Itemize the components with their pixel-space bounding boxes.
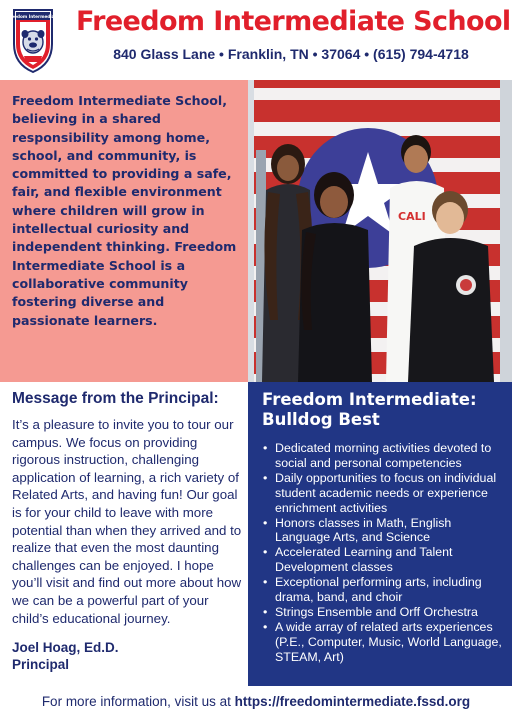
- bulldog-best-section: [248, 382, 512, 686]
- bulldog-heading-line2: Bulldog Best: [262, 410, 380, 429]
- school-name: Freedom Intermediate School: [76, 6, 511, 37]
- header: [0, 0, 512, 80]
- list-item: • Exceptional performing arts, including drama, band, and choir: [262, 575, 504, 605]
- students-photo: [248, 80, 512, 382]
- list-item: • Accelerated Learning and Talent Development classes: [262, 545, 504, 575]
- list-item: • Honors classes in Math, English Language Arts, and Science: [262, 516, 504, 546]
- footer-prefix: For more information, visit us at: [41, 694, 235, 709]
- bulldog-crest-logo: [6, 6, 60, 74]
- svg-text:CALI: CALI: [398, 210, 426, 223]
- list-item: • Daily opportunities to focus on individual student academic needs or experience enrichment activities: [262, 471, 504, 516]
- principal-message-section: [0, 382, 248, 682]
- principal-heading: Message from the Principal:: [12, 390, 219, 407]
- students-flag-image: [248, 80, 512, 382]
- footer: [0, 694, 512, 709]
- list-item: • Dedicated morning activities devoted to social and personal competencies: [262, 441, 504, 471]
- bulldog-heading: [262, 390, 504, 430]
- principal-title: Principal: [12, 657, 70, 673]
- mission-text: Freedom Intermediate School, believing in a shared responsibility among home, school, and community, is committed to providing a safe, fair, and flexible environment where children will grow in intellectual curiosity and independent thinking. Freedom Intermediate School is a collaborative community fostering diverse and passionate learners.: [12, 93, 237, 328]
- footer-website-link[interactable]: https://freedomintermediate.fssd.org: [234, 694, 471, 709]
- mission-statement: [0, 80, 248, 382]
- principal-signature: [12, 639, 242, 673]
- bulldog-heading-line1: Freedom Intermediate:: [262, 390, 477, 409]
- principal-name: Joel Hoag, Ed.D.: [12, 640, 119, 656]
- principal-message: It’s a pleasure to invite you to tour our campus. We focus on providing rigorous instruction, challenging application of learning, a rich variety of Related Arts, and having fun! Our goal is for your child to leave with more potential than when they arrived and to realize that even the most daunting challenges can be enjoyed. I hope you’ll visit and find out more about how we can be a powerful part of your child’s educational journey.: [12, 417, 242, 626]
- logo-caption: Freedom Intermediate: [6, 14, 60, 19]
- school-address: 840 Glass Lane • Franklin, TN • 37064 • (615) 794-4718: [113, 46, 469, 62]
- list-item: • Strings Ensemble and Orff Orchestra: [262, 605, 504, 620]
- list-item: • A wide array of related arts experiences (P.E., Computer, Music, World Language, STEAM, Art): [262, 620, 504, 665]
- bulldog-list: [262, 441, 504, 665]
